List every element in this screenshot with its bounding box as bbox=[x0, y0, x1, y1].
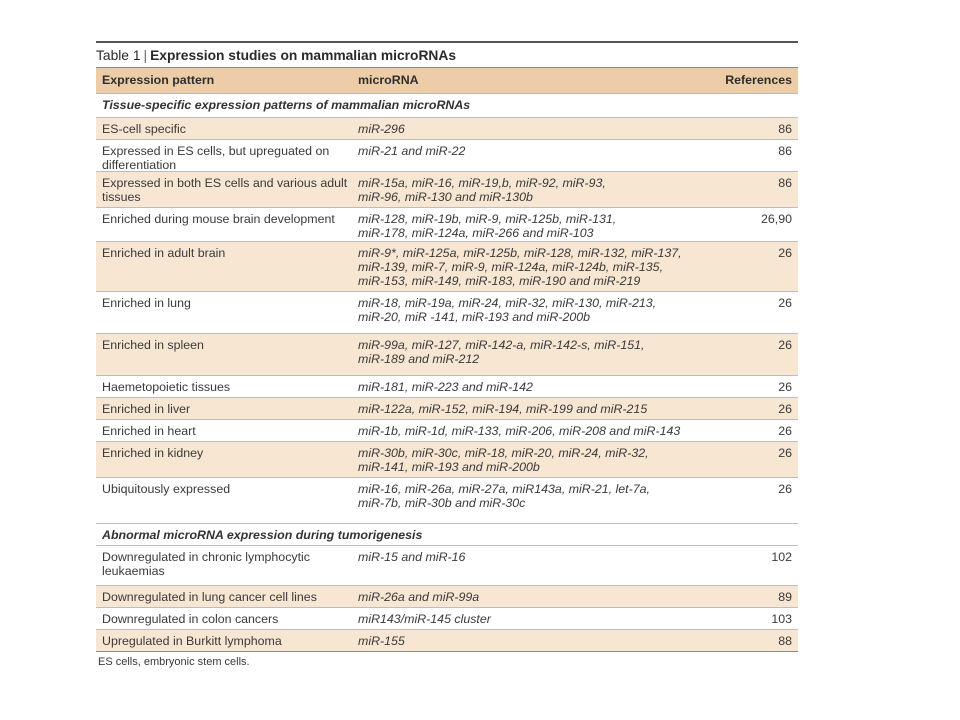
table-row bbox=[96, 397, 798, 419]
header-references: References bbox=[725, 73, 792, 87]
table-row bbox=[96, 629, 798, 651]
expression-pattern-cell: Enriched in kidney bbox=[102, 446, 204, 460]
microrna-cell: miR-99a, miR-127, miR-142-a, miR-142-s, miR-151, miR-189 and miR-212 bbox=[358, 338, 645, 366]
references-cell: 26 bbox=[778, 424, 792, 438]
references-cell: 26 bbox=[778, 380, 792, 394]
section-header-row bbox=[96, 93, 798, 117]
expression-pattern-cell: Enriched in adult brain bbox=[102, 246, 226, 260]
microrna-cell: miR-296 bbox=[358, 122, 405, 136]
expression-pattern-cell: Enriched during mouse brain development bbox=[102, 212, 335, 226]
expression-pattern-cell: Expressed in ES cells, but upreguated on differentiation bbox=[102, 144, 330, 172]
microrna-cell: miR-122a, miR-152, miR-194, miR-199 and miR-215 bbox=[358, 402, 648, 416]
references-cell: 26 bbox=[778, 482, 792, 496]
expression-pattern-cell: Enriched in spleen bbox=[102, 338, 204, 352]
references-cell: 26 bbox=[778, 246, 792, 260]
header-row bbox=[96, 67, 798, 93]
expression-pattern-cell: Upregulated in Burkitt lymphoma bbox=[102, 634, 282, 648]
microrna-cell: miR-15a, miR-16, miR-19,b, miR-92, miR-93, miR-96, miR-130 and miR-130b bbox=[358, 176, 606, 204]
table-title-line bbox=[96, 43, 798, 67]
microrna-cell: miR-21 and miR-22 bbox=[358, 144, 466, 158]
table-row bbox=[96, 545, 798, 585]
microrna-cell: miR-18, miR-19a, miR-24, miR-32, miR-130, miR-213, miR-20, miR -141, miR-193 and miR-200b bbox=[358, 296, 657, 324]
table-row bbox=[96, 419, 798, 441]
microrna-cell: miR-155 bbox=[358, 634, 405, 648]
references-cell: 26,90 bbox=[760, 212, 792, 226]
expression-pattern-cell: Haemetopoietic tissues bbox=[102, 380, 231, 394]
expression-pattern-cell: Enriched in liver bbox=[102, 402, 191, 416]
references-cell: 26 bbox=[778, 402, 792, 416]
microrna-cell: miR143/miR-145 cluster bbox=[358, 612, 491, 626]
microrna-cell: miR-26a and miR-99a bbox=[358, 590, 480, 604]
header-microrna: microRNA bbox=[358, 73, 419, 87]
section-title: Tissue-specific expression patterns of mammalian microRNAs bbox=[102, 98, 471, 112]
references-cell: 103 bbox=[771, 612, 792, 626]
table-row bbox=[96, 241, 798, 291]
microrna-cell: miR-30b, miR-30c, miR-18, miR-20, miR-24, miR-32, miR-141, miR-193 and miR-200b bbox=[358, 446, 649, 474]
references-cell: 26 bbox=[778, 296, 792, 310]
references-cell: 102 bbox=[771, 550, 792, 564]
microrna-cell: miR-9*, miR-125a, miR-125b, miR-128, miR-132, miR-137, miR-139, miR-7, miR-9, miR-124a, miR-124b, miR-135, miR-153, miR-149, miR-183, miR-190 and miR-219 bbox=[358, 246, 682, 288]
microrna-cell: miR-1b, miR-1d, miR-133, miR-206, miR-208 and miR-143 bbox=[358, 424, 681, 438]
table-row bbox=[96, 117, 798, 139]
table-title: Expression studies on mammalian microRNAs bbox=[150, 48, 457, 63]
references-cell: 26 bbox=[778, 446, 792, 460]
header-expression-pattern: Expression pattern bbox=[102, 73, 215, 87]
microrna-cell: miR-128, miR-19b, miR-9, miR-125b, miR-131, miR-178, miR-124a, miR-266 and miR-103 bbox=[358, 212, 617, 240]
table-row bbox=[96, 333, 798, 375]
microrna-cell: miR-15 and miR-16 bbox=[358, 550, 466, 564]
data-table bbox=[96, 41, 798, 668]
references-cell: 86 bbox=[778, 144, 792, 158]
expression-pattern-cell: Expressed in both ES cells and various adult tissues bbox=[102, 176, 348, 204]
table-row bbox=[96, 171, 798, 207]
table-footnote: ES cells, embryonic stem cells. bbox=[98, 656, 250, 668]
references-cell: 89 bbox=[778, 590, 792, 604]
table-row bbox=[96, 375, 798, 397]
section-title: Abnormal microRNA expression during tumorigenesis bbox=[102, 528, 423, 542]
section-header-row bbox=[96, 523, 798, 545]
references-cell: 86 bbox=[778, 122, 792, 136]
references-cell: 26 bbox=[778, 338, 792, 352]
table-row bbox=[96, 207, 798, 241]
table-row bbox=[96, 291, 798, 333]
expression-pattern-cell: Downregulated in chronic lymphocytic leukaemias bbox=[102, 550, 310, 578]
expression-pattern-cell: ES-cell specific bbox=[102, 122, 187, 136]
expression-pattern-cell: Ubiquitously expressed bbox=[102, 482, 231, 496]
title-separator: | bbox=[143, 48, 148, 63]
table-label: Table 1 bbox=[96, 48, 141, 63]
references-cell: 86 bbox=[778, 176, 792, 190]
table-row bbox=[96, 607, 798, 629]
table-row bbox=[96, 585, 798, 607]
microrna-cell: miR-181, miR-223 and miR-142 bbox=[358, 380, 533, 394]
table-body bbox=[96, 93, 798, 651]
expression-pattern-cell: Downregulated in colon cancers bbox=[102, 612, 279, 626]
table-row bbox=[96, 139, 798, 171]
references-cell: 88 bbox=[778, 634, 792, 648]
expression-pattern-cell: Enriched in heart bbox=[102, 424, 196, 438]
expression-pattern-cell: Enriched in lung bbox=[102, 296, 191, 310]
expression-pattern-cell: Downregulated in lung cancer cell lines bbox=[102, 590, 317, 604]
table-row bbox=[96, 477, 798, 523]
table-row bbox=[96, 441, 798, 477]
microrna-cell: miR-16, miR-26a, miR-27a, miR143a, miR-21, let-7a, miR-7b, miR-30b and miR-30c bbox=[358, 482, 650, 510]
